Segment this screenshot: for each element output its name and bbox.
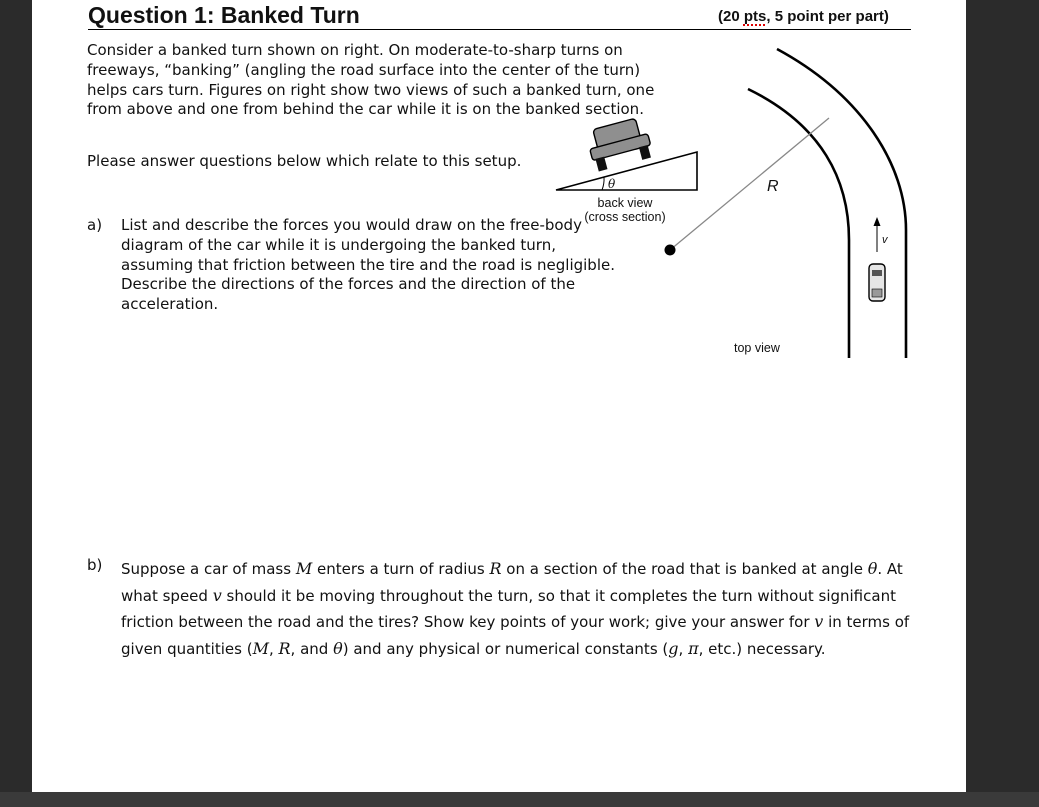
- intro-paragraph: Consider a banked turn shown on right. On moderate-to-sharp turns on freeways, “banking” (angling the road surface into the center of the turn) helps cars turn. Figures on right show two views of such a banked turn, one from above and one from behind the car while it is on the banked section.: [87, 41, 655, 119]
- turn-center-dot: [665, 245, 676, 256]
- radius-label: R: [767, 178, 779, 195]
- points-open: (20: [718, 8, 744, 25]
- part-b-seg: ) and any physical or numerical constants (: [342, 639, 669, 658]
- angle-theta-label: θ: [608, 177, 616, 191]
- part-b-seg: Suppose a car of mass: [121, 560, 296, 578]
- part-b-text: [121, 556, 921, 662]
- radius-symbol: R: [278, 638, 291, 658]
- intro-instruction: Please answer questions below which relate to this setup.: [87, 152, 522, 170]
- back-view-label: back view: [597, 196, 653, 210]
- velocity-label: v: [882, 234, 888, 246]
- road-inner-edge: [748, 89, 849, 358]
- car-back-icon: [585, 116, 654, 172]
- banked-turn-figures: [32, 0, 966, 400]
- points-rest: , 5 point per part): [766, 8, 889, 25]
- part-a-text: List and describe the forces you would draw on the free-body diagram of the car while it is undergoing the banked turn, assuming that friction between the tire and the road is negligible. Describe the directions of the forces and the direction of the acceleration.: [121, 216, 615, 314]
- mass-symbol: M: [252, 638, 269, 658]
- radius-symbol: R: [489, 559, 502, 578]
- part-b-seg: should it be moving throughout the turn, so that it completes the turn without significant friction between the road and the tires? Show key points of your work; give your answer for: [121, 586, 896, 631]
- speed-symbol: v: [212, 585, 222, 605]
- mass-symbol: M: [295, 559, 313, 578]
- part-b-seg: , and: [290, 639, 334, 658]
- part-b-seg: on a section of the road that is banked at angle: [501, 560, 868, 578]
- speed-symbol: v: [814, 612, 824, 631]
- banked-road-wedge: [556, 152, 697, 190]
- part-b-seg: ,: [678, 639, 689, 658]
- viewer-bottom-bar: [0, 792, 1039, 807]
- theta-symbol: θ: [867, 559, 878, 578]
- back-view-sublabel: (cross section): [584, 210, 666, 224]
- car-top-icon: [869, 264, 885, 301]
- road-outer-edge: [777, 49, 906, 358]
- theta-symbol: θ: [333, 638, 343, 658]
- pi-symbol: π: [688, 638, 699, 658]
- back-view-figure: [556, 116, 697, 224]
- points-word-spellcheck: pts: [743, 8, 767, 25]
- part-b-seg: , etc.) necessary.: [698, 639, 826, 658]
- part-a-letter: a): [87, 216, 103, 234]
- part-b-seg: enters a turn of radius: [312, 560, 490, 578]
- velocity-arrow-head: [874, 217, 881, 226]
- document-page: [32, 0, 966, 792]
- part-b-seg: in terms of given quantities (: [121, 613, 910, 658]
- question-title: Question 1: Banked Turn: [88, 2, 360, 28]
- gravity-symbol: g: [668, 638, 679, 658]
- part-b-seg: ,: [268, 639, 279, 658]
- top-view-figure: [665, 49, 907, 358]
- part-b-seg: . At what speed: [121, 560, 903, 605]
- top-view-label: top view: [734, 341, 780, 355]
- part-b-letter: b): [87, 556, 103, 574]
